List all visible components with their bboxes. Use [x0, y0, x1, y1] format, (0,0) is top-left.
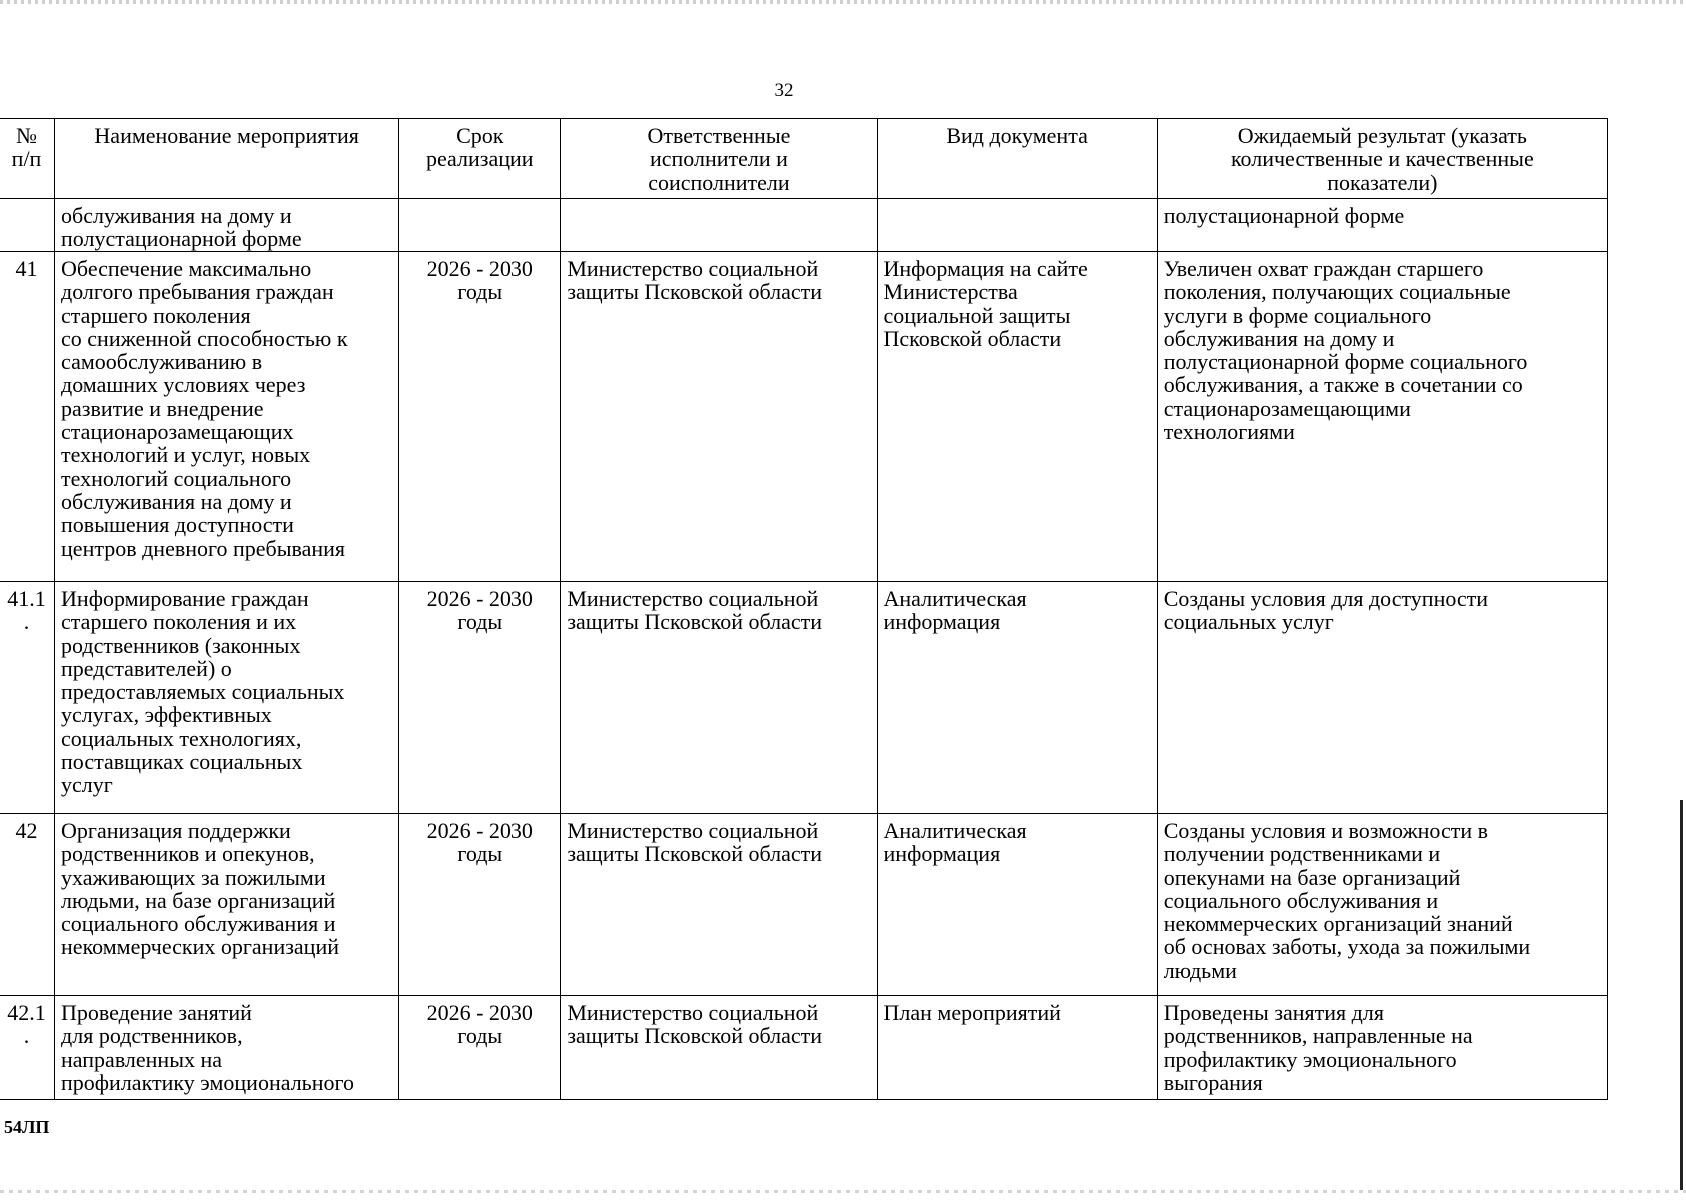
row-name: Проведение занятий для родственников, направленных на профилактику эмоционального	[55, 996, 399, 1100]
table-row	[0, 814, 1608, 996]
row-term: 2026 - 2030 годы	[399, 582, 561, 814]
row-term: 2026 - 2030 годы	[399, 996, 561, 1100]
page-number: 32	[774, 80, 794, 101]
row-responsible	[561, 199, 877, 252]
header-term: Срок реализации	[399, 119, 561, 199]
row-result: Проведены занятия для родственников, направленные на профилактику эмоционального выгорания	[1157, 996, 1607, 1100]
header-responsible: Ответственные исполнители и соисполнители	[561, 119, 877, 199]
row-num: 41	[0, 252, 55, 582]
row-responsible: Министерство социальной защиты Псковской области	[561, 582, 877, 814]
row-doc	[877, 199, 1157, 252]
row-responsible: Министерство социальной защиты Псковской области	[561, 996, 877, 1100]
row-doc: Аналитическая информация	[877, 582, 1157, 814]
row-num: 42.1.	[0, 996, 55, 1100]
row-responsible: Министерство социальной защиты Псковской области	[561, 814, 877, 996]
scan-edge-top	[0, 0, 1686, 4]
table-row	[0, 582, 1608, 814]
header-num: № п/п	[0, 119, 55, 199]
row-name: Обеспечение максимально долгого пребывания граждан старшего поколения со сниженной способностью к самообслуживанию в домашних условиях через развитие и внедрение стационарозамещающих технологий и услуг, новых технологий социального обслуживания на дому и повышения доступности центров дневного пребывания	[55, 252, 399, 582]
document-code: 54ЛП	[4, 1117, 50, 1137]
row-name: обслуживания на дому и полустационарной форме	[55, 199, 399, 252]
table-header-row	[0, 119, 1608, 199]
row-doc: Аналитическая информация	[877, 814, 1157, 996]
row-doc: План мероприятий	[877, 996, 1157, 1100]
table-row	[0, 252, 1608, 582]
row-result: Увеличен охват граждан старшего поколения, получающих социальные услуги в форме социального обслуживания на дому и полустационарной форме социального обслуживания, а также в сочетании со стационарозамещающими технологиями	[1157, 252, 1607, 582]
activities-table	[0, 118, 1608, 1100]
row-doc: Информация на сайте Министерства социальной защиты Псковской области	[877, 252, 1157, 582]
row-term	[399, 199, 561, 252]
row-name: Организация поддержки родственников и опекунов, ухаживающих за пожилыми людьми, на базе организаций социального обслуживания и некоммерческих организаций	[55, 814, 399, 996]
table-row	[0, 199, 1608, 252]
row-name: Информирование граждан старшего поколения и их родственников (законных представителей) о предоставляемых социальных услугах, эффективных социальных технологиях, поставщиках социальных услуг	[55, 582, 399, 814]
row-num: 42	[0, 814, 55, 996]
table-row	[0, 996, 1608, 1100]
row-result: Созданы условия для доступности социальных услуг	[1157, 582, 1607, 814]
row-responsible: Министерство социальной защиты Псковской области	[561, 252, 877, 582]
header-doc: Вид документа	[877, 119, 1157, 199]
row-num	[0, 199, 55, 252]
scan-edge-bottom	[0, 1190, 1686, 1193]
header-name: Наименование мероприятия	[55, 119, 399, 199]
row-term: 2026 - 2030 годы	[399, 252, 561, 582]
row-result: полустационарной форме	[1157, 199, 1607, 252]
row-result: Созданы условия и возможности в получении родственниками и опекунами на базе организаций социального обслуживания и некоммерческих организаций знаний об основах заботы, ухода за пожилыми людьми	[1157, 814, 1607, 996]
row-num: 41.1.	[0, 582, 55, 814]
row-term: 2026 - 2030 годы	[399, 814, 561, 996]
scan-edge-right	[1680, 800, 1683, 1190]
header-result: Ожидаемый результат (указать количественные и качественные показатели)	[1157, 119, 1607, 199]
